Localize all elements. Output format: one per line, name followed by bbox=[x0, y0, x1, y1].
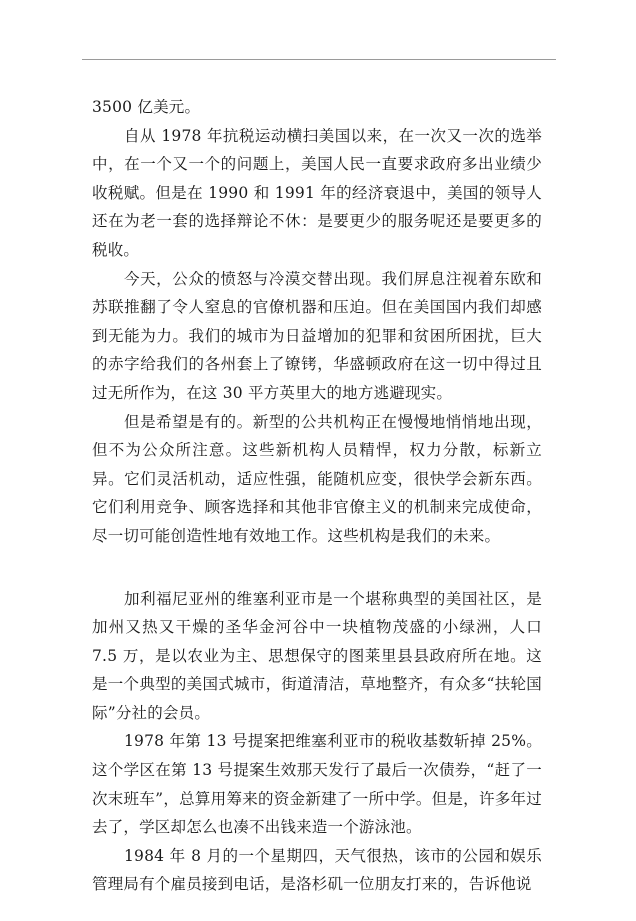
section-gap bbox=[92, 551, 542, 585]
paragraph: 1978 年第 13 号提案把维塞利亚市的税收基数斩掉 25%。这个学区在第 13 号提案生效那天发行了最后一次债券，“赶了一次末班车”，总算用筹来的资金新建了一所中学。但是，许多年过去了，学区却怎么也凑不出钱来造一个游泳池。 bbox=[92, 732, 542, 837]
paragraph-continuation: 3500 亿美元。 bbox=[92, 98, 201, 116]
paragraph: 1984 年 8 月的一个星期四，天气很热，该市的公园和娱乐管理局有个雇员接到电话，是洛杉矶一位朋友打来的，告诉他说 bbox=[92, 846, 542, 894]
header-rule bbox=[82, 59, 556, 60]
body-text bbox=[92, 93, 542, 899]
paragraph: 加利福尼亚州的维塞利亚市是一个堪称典型的美国社区，是加州又热又干燥的圣华金河谷中一块植物茂盛的小绿洲，人口 7.5 万，是以农业为主、思想保守的图莱里县县政府所在地。这是一个典型的美国式城市，街道清洁，草地整齐，有众多“扶轮国际”分社的会员。 bbox=[92, 589, 542, 722]
paragraph: 今天，公众的愤怒与冷漠交替出现。我们屏息注视着东欧和苏联推翻了令人窒息的官僚机器和压迫。但在美国国内我们却感到无能为力。我们的城市为日益增加的犯罪和贫困所困扰，巨大的赤字给我们的各州套上了镣铐，华盛顿政府在这一切中得过且过无所作为，在这 30 平方英里大的地方逃避现实。 bbox=[92, 269, 542, 402]
paragraph: 但是希望是有的。新型的公共机构正在慢慢地悄悄地出现，但不为公众所注意。这些新机构人员精悍，权力分散，标新立异。它们灵活机动，适应性强，能随机应变，很快学会新东西。它们利用竞争、顾客选择和其他非官僚主义的机制来完成使命，尽一切可能创造性地有效地工作。这些机构是我们的未来。 bbox=[92, 412, 542, 545]
paragraph: 自从 1978 年抗税运动横扫美国以来，在一次又一次的选举中，在一个又一个的问题上，美国人民一直要求政府多出业绩少收税赋。但是在 1990 和 1991 年的经济衰退中，美国的领导人还在为老一套的选择辩论不休：是要更少的服务呢还是要更多的税收。 bbox=[92, 126, 542, 259]
